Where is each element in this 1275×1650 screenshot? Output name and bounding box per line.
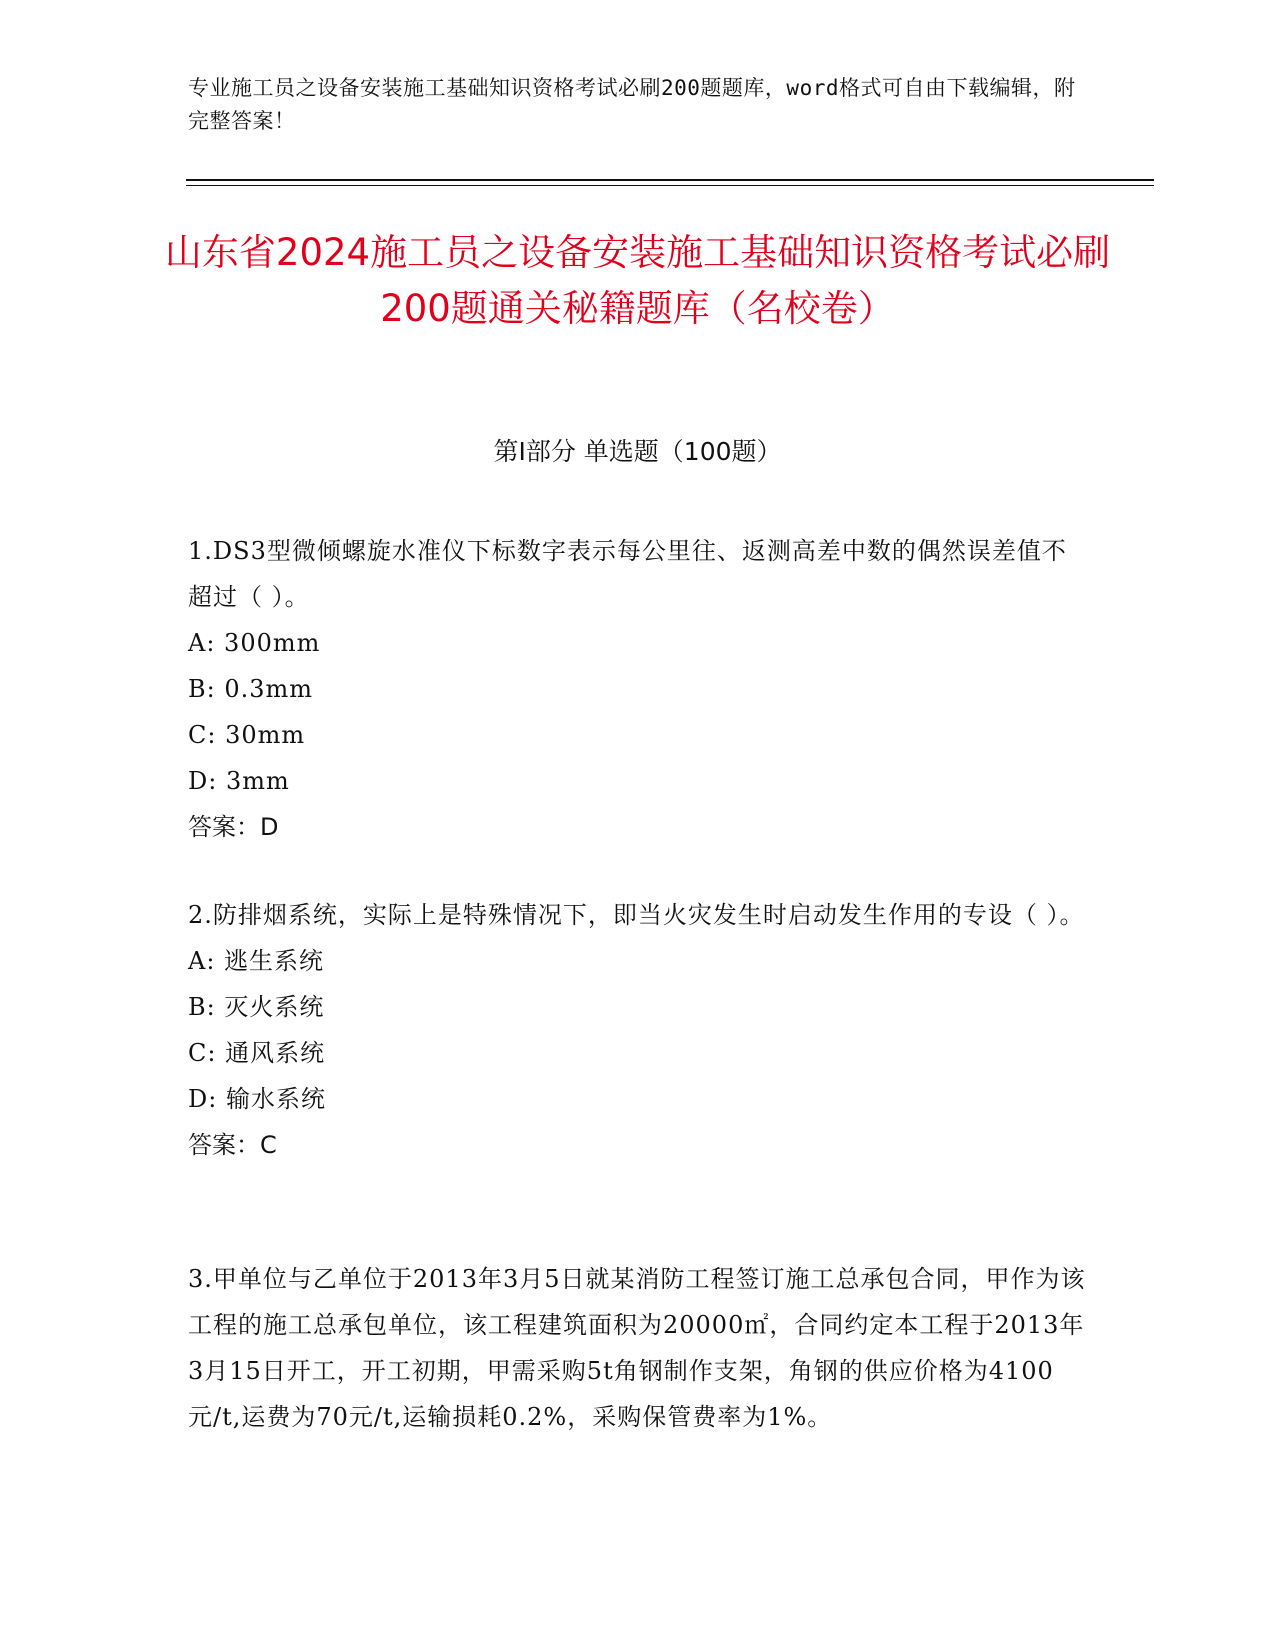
header-rule-thick	[186, 179, 1154, 181]
question-1-option-a: A: 300mm	[188, 629, 321, 657]
question-2	[188, 892, 1088, 1168]
document-title: 山东省2024施工员之设备安装施工基础知识资格考试必刷200题通关秘籍题库（名校卷）	[164, 231, 1111, 330]
section-heading: 第I部分 单选题（100题）	[493, 437, 782, 466]
question-2-option-a: A: 逃生系统	[188, 947, 325, 975]
question-2-option-b: B: 灭火系统	[188, 993, 325, 1021]
question-1-option-d: D: 3mm	[188, 767, 290, 795]
question-2-option-d: D: 输水系统	[188, 1085, 326, 1113]
question-1-text: 1.DS3型微倾螺旋水准仪下标数字表示每公里往、返测高差中数的偶然误差值不超过（ ）。	[188, 537, 1067, 611]
question-1-option-b: B: 0.3mm	[188, 675, 314, 703]
question-2-option-c: C: 通风系统	[188, 1039, 326, 1067]
header-note: 专业施工员之设备安装施工基础知识资格考试必刷200题题库，word格式可自由下载编辑，附完整答案！	[188, 76, 1076, 133]
question-3	[188, 1256, 1088, 1440]
question-2-text: 2.防排烟系统，实际上是特殊情况下，即当火灾发生时启动发生作用的专设（ ）。	[188, 901, 1085, 929]
question-1	[188, 528, 1088, 850]
question-2-answer: 答案：C	[188, 1131, 277, 1159]
header-rule-thin	[186, 185, 1154, 186]
question-1-option-c: C: 30mm	[188, 721, 306, 749]
question-3-text: 3.甲单位与乙单位于2013年3月5日就某消防工程签订施工总承包合同，甲作为该工程的施工总承包单位，该工程建筑面积为20000㎡，合同约定本工程于2013年3月15日开工，开工初期，甲需采购5t角钢制作支架，角钢的供应价格为4100元/t,运费为70元/t,运输损耗0.2%，采购保管费率为1%。	[188, 1265, 1086, 1431]
question-1-answer: 答案：D	[188, 813, 279, 841]
